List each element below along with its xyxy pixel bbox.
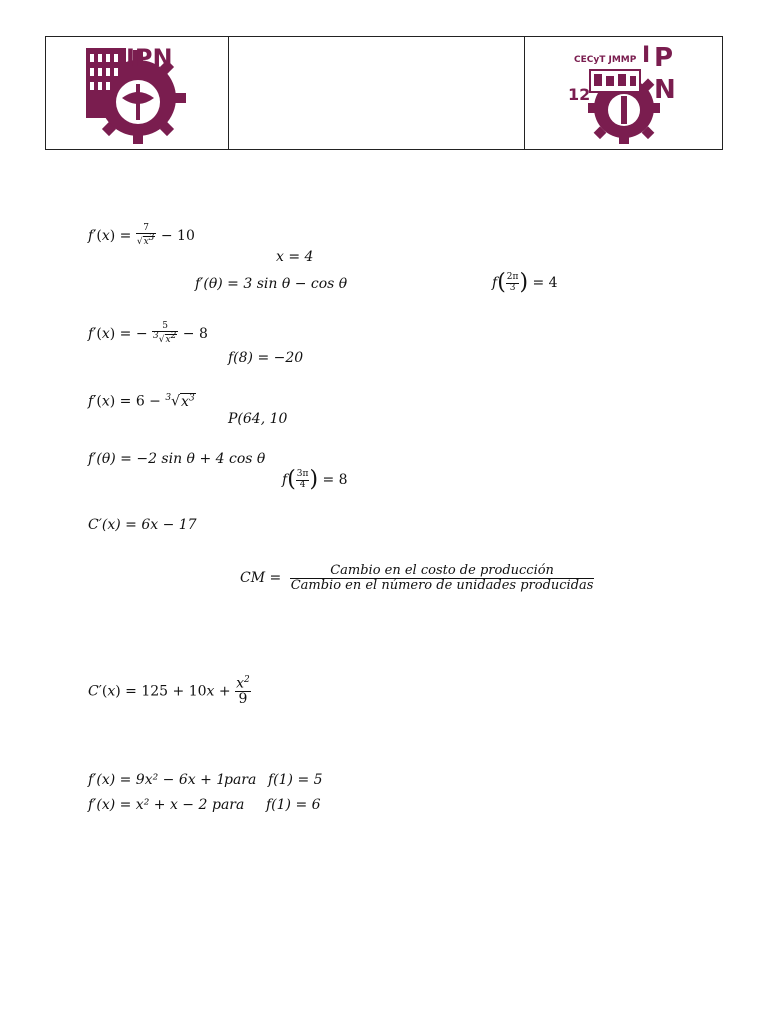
cm-denominator: Cambio en el número de unidades producidas [290,577,594,593]
svg-text:I: I [642,43,651,68]
exercise-6-equation: C′(x) = 6x − 17 [88,517,197,533]
header-right-cell [524,37,722,149]
exercise-9-condition: f(1) = 6 [266,797,321,813]
ipn-logo-icon [82,40,188,144]
exercise-8-condition: f(1) = 5 [268,772,323,788]
exercise-1-equation: f′(x) = $\frac{7}{√x^3}$ − 10 [88,223,195,248]
cm-numerator: Cambio en el costo de producción [290,564,595,579]
exercise-1-fraction: $\frac{7}{√x^3}$ [136,223,155,248]
exercise-5-condition: f( $\frac{3\pi}{4}$ ) = 8 [282,467,348,492]
header-left-cell [46,37,229,149]
exercise-4-equation: $f'(x) = 6 - ^3√x^3$ [88,393,195,410]
exercise-3-equation: f′(x) = − $\frac{5}{^3√x^2}$ − 8 [88,321,208,346]
cecyt-number: 12 [568,85,591,104]
header-middle-cell [228,37,525,149]
marginal-cost-formula [240,564,594,592]
exercise-7-equation: C′(x) = 125 + 10x + $\frac{x^2}{9}$ [88,675,250,708]
cecyt-logo-icon [562,40,684,144]
cecyt-arc-text: CECyT JMMP [574,55,637,65]
exercise-8-para: para [224,772,257,788]
exercise-2-equation: f′(θ) = 3 sin θ − cos θ [195,276,348,292]
cm-lhs: CM = [240,570,282,587]
exercise-5-equation: f′(θ) = −2 sin θ + 4 cos θ [88,451,266,467]
exercise-1-condition: x = 4 [276,249,314,265]
exercise-2-condition: f( $\frac{2\pi}{3}$ ) = 4 [492,270,558,295]
exercise-4-condition: P(64, 10 [228,411,288,427]
exercise-8-equation: f′(x) = 9x² − 6x + 1 [88,772,226,788]
header-table [45,36,723,150]
svg-text:IPN: IPN [126,44,173,72]
exercise-9-equation: f′(x) = x² + x − 2 [88,797,208,813]
svg-text:N: N [654,75,676,105]
svg-text:P: P [654,43,674,73]
exercise-9-para: para [212,797,245,813]
exercise-3-condition: f(8) = −20 [228,350,304,366]
cm-fraction [290,564,595,592]
